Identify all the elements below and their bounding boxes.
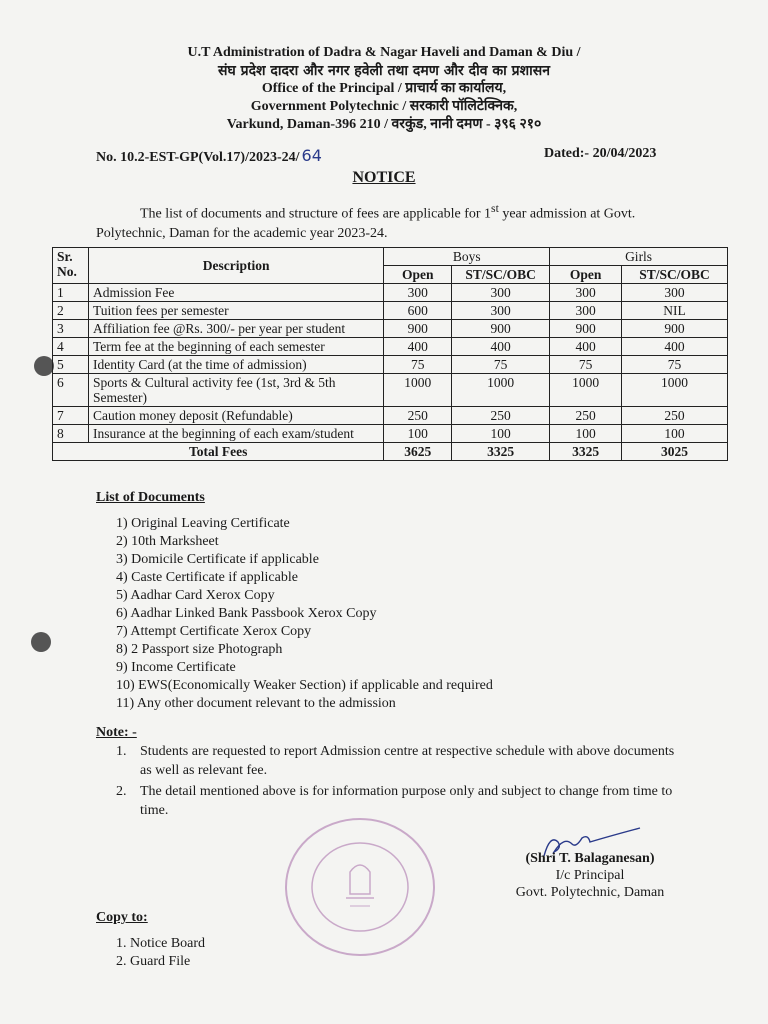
table-row: 5 Identity Card (at the time of admission) 75 75 75 75: [53, 356, 728, 374]
header-line-3: Office of the Principal / प्राचार्य का कार्यालय,: [261, 81, 507, 96]
notes-title: Note: -: [96, 725, 137, 740]
office-header: [0, 44, 768, 134]
total-row: Total Fees 3625 3325 3325 3025: [53, 443, 728, 461]
header-line-1: U.T Administration of Dadra & Nagar Haveli and Daman & Diu /: [187, 45, 581, 60]
header-line-5: Varkund, Daman-396 210 / वरकुंड, नानी दमण - ३९६ २१०: [226, 117, 542, 132]
table-row: 6 Sports & Cultural activity fee (1st, 3rd & 5th Semester) 1000 1000 1000 1000: [53, 374, 728, 407]
table-row: 3 Affiliation fee @Rs. 300/- per year per student 900 900 900 900: [53, 320, 728, 338]
list-item: 2. The detail mentioned above is for information purpose only and subject to change from time to time.: [116, 784, 673, 818]
list-item: 6) Aadhar Linked Bank Passbook Xerox Copy: [116, 606, 377, 621]
list-item: 9) Income Certificate: [116, 660, 236, 675]
col-girls: Girls: [550, 248, 728, 266]
col-sr-no: Sr. No.: [53, 248, 89, 284]
list-item: 2) 10th Marksheet: [116, 534, 219, 549]
reference-number: No. 10.2-EST-GP(Vol.17)/2023-24/ 64: [96, 146, 322, 165]
signatory-designation: I/c Principal: [555, 868, 625, 883]
date-line: Dated:- 20/04/2023: [544, 146, 657, 161]
signatory-office: Govt. Polytechnic, Daman: [515, 885, 665, 900]
notice-title: NOTICE: [352, 169, 416, 186]
col-description: Description: [88, 248, 383, 284]
fee-structure-table: [52, 247, 728, 461]
list-item: 1. Notice Board: [116, 936, 206, 951]
list-item: 11) Any other document relevant to the admission: [116, 696, 396, 711]
documents-list: [116, 515, 493, 713]
office-seal-icon: [280, 812, 440, 962]
col-girls-open: Open: [550, 266, 622, 284]
table-row: 2 Tuition fees per semester 600 300 300 NIL: [53, 302, 728, 320]
col-boys-st: ST/SC/OBC: [452, 266, 550, 284]
header-line-2: संघ प्रदेश दादरा और नगर हवेली तथा दमण और दीव का प्रशासन: [218, 63, 550, 79]
col-boys-open: Open: [384, 266, 452, 284]
table-row: 7 Caution money deposit (Refundable) 250 250 250 250: [53, 407, 728, 425]
signatory-block: [500, 850, 680, 901]
list-item: 7) Attempt Certificate Xerox Copy: [116, 624, 312, 639]
handwritten-number: 64: [301, 146, 322, 165]
list-item: 1) Original Leaving Certificate: [116, 516, 290, 531]
list-item: 10) EWS(Economically Weaker Section) if applicable and required: [116, 678, 493, 693]
list-item: 4) Caste Certificate if applicable: [116, 570, 298, 585]
list-item: 8) 2 Passport size Photograph: [116, 642, 283, 657]
table-header-row: [53, 248, 728, 266]
signatory-name: (Shri T. Balaganesan): [525, 851, 655, 866]
col-girls-st: ST/SC/OBC: [622, 266, 728, 284]
copy-to-title: Copy to:: [96, 910, 148, 925]
list-item: 1. Students are requested to report Admission centre at respective schedule with above documents as well as relevant fee.: [116, 744, 675, 778]
notes-list: [116, 742, 676, 822]
table-row: 1 Admission Fee 300 300 300 300: [53, 284, 728, 302]
list-item: 2. Guard File: [116, 954, 191, 969]
table-row: 4 Term fee at the beginning of each semester 400 400 400 400: [53, 338, 728, 356]
documents-title: List of Documents: [96, 490, 205, 505]
col-boys: Boys: [384, 248, 550, 266]
punch-hole: [31, 632, 51, 652]
table-row: 8 Insurance at the beginning of each exam/student 100 100 100 100: [53, 425, 728, 443]
notice-intro: The list of documents and structure of fees are applicable for 1st year admission at Govt. Polytechnic, Daman for the academic year 2023-24.: [96, 202, 636, 241]
copy-to-list: [116, 935, 205, 971]
list-item: 5) Aadhar Card Xerox Copy: [116, 588, 275, 603]
header-line-4: Government Polytechnic / सरकारी पॉलिटेक्निक,: [250, 99, 518, 114]
punch-hole: [34, 356, 54, 376]
list-item: 3) Domicile Certificate if applicable: [116, 552, 319, 567]
